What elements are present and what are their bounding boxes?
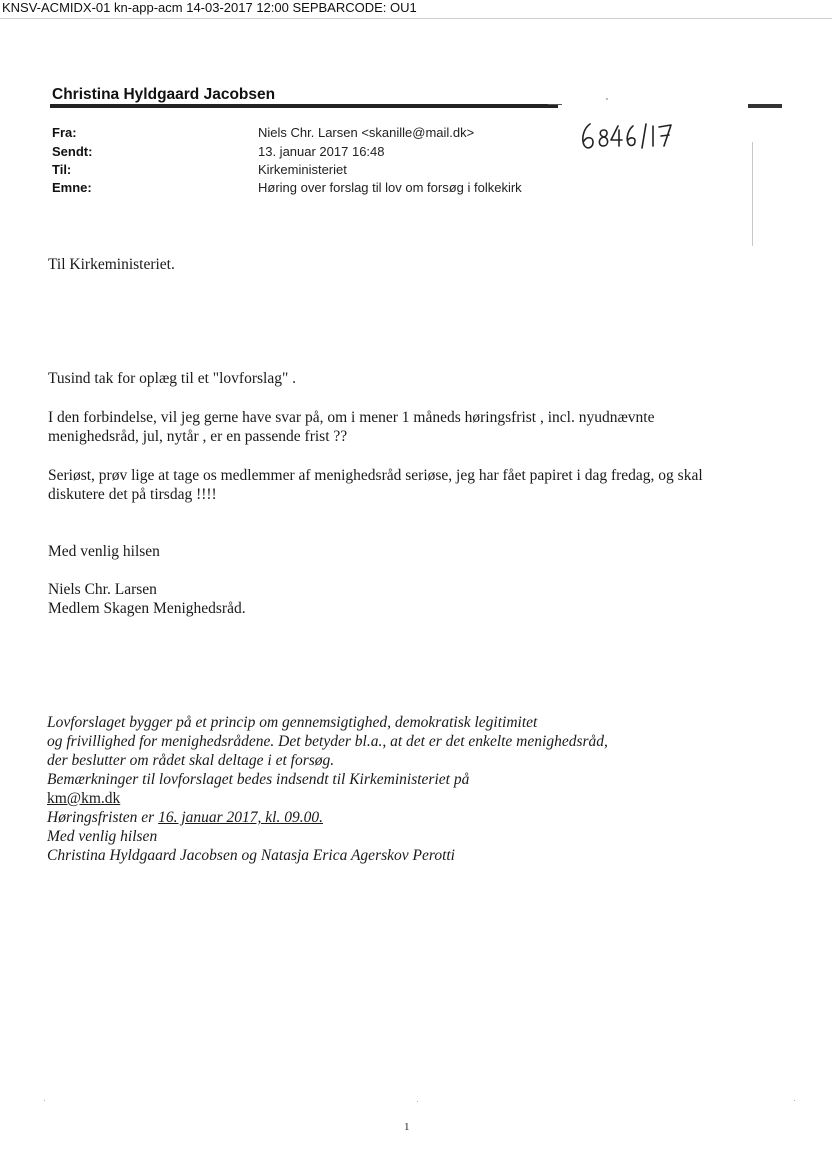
paragraph-serious-line-1: Seriøst, prøv lige at tage os medlemmer af menighedsråd seriøse, jeg har fået papiret i dag fredag, og skal <box>48 467 703 484</box>
paragraph-question-line-2: menighedsråd, jul, nytår , er en passende frist ?? <box>48 428 348 445</box>
paragraph-thanks: Tusind tak for oplæg til et "lovforslag" . <box>48 370 297 387</box>
quoted-line-1: Lovforslaget bygger på et princip om gennemsigtighed, demokratisk legitimitet <box>47 714 538 731</box>
paragraph-question-line-1: I den forbindelse, vil jeg gerne have svar på, om i mener 1 måneds høringsfrist , incl. nyudnævnte <box>48 409 655 426</box>
fax-stamp: KNSV-ACMIDX-01 kn-app-acm 14-03-2017 12:00 SEPBARCODE: OU1 <box>2 0 417 15</box>
handwritten-case-number <box>578 116 674 156</box>
from-label: Fra: <box>52 125 77 140</box>
deadline-prefix: Høringsfristen er <box>47 809 159 826</box>
page-number: 1 <box>404 1121 410 1133</box>
from-value: Niels Chr. Larsen <skanille@mail.dk> <box>258 125 475 140</box>
salutation: Til Kirkeministeriet. <box>48 256 175 273</box>
deadline-value: 16. januar 2017, kl. 09.00. <box>158 809 323 826</box>
quoted-line-3: der beslutter om rådet skal deltage i et forsøg. <box>47 752 335 769</box>
scan-speck <box>606 98 608 100</box>
sent-label: Sendt: <box>52 144 93 159</box>
margin-mark <box>748 104 782 108</box>
closing: Med venlig hilsen <box>48 543 160 560</box>
header-rule-tail <box>548 104 562 105</box>
subject-label: Emne: <box>52 180 92 195</box>
to-label: Til: <box>52 162 72 177</box>
to-value: Kirkeministeriet <box>258 162 347 177</box>
margin-line <box>752 142 753 246</box>
scan-speck <box>417 1101 418 1102</box>
paragraph-serious-line-2: diskutere det på tirsdag !!!! <box>48 486 217 503</box>
subject-value: Høring over forslag til lov om forsøg i folkekirk <box>258 180 522 195</box>
quoted-closing: Med venlig hilsen <box>47 828 158 845</box>
quoted-signatories: Christina Hyldgaard Jacobsen og Natasja Erica Agerskov Perotti <box>47 847 455 864</box>
scan-speck <box>794 1100 795 1101</box>
signature-name: Niels Chr. Larsen <box>48 581 157 598</box>
quoted-line-4: Bemærkninger til lovforslaget bedes indsendt til Kirkeministeriet på <box>47 771 470 788</box>
scan-speck <box>44 1100 45 1101</box>
quoted-line-2: og frivillighed for menighedsrådene. Det betyder bl.a., at det er det enkelte menighedsråd, <box>47 733 608 750</box>
header-rule <box>50 104 558 108</box>
stamp-divider <box>0 18 832 19</box>
signature-title: Medlem Skagen Menighedsråd. <box>48 600 246 617</box>
quoted-email-link[interactable]: km@km.dk <box>47 790 121 807</box>
header-name: Christina Hyldgaard Jacobsen <box>52 86 276 103</box>
quoted-deadline-line <box>47 809 323 827</box>
sent-value: 13. januar 2017 16:48 <box>258 144 385 159</box>
